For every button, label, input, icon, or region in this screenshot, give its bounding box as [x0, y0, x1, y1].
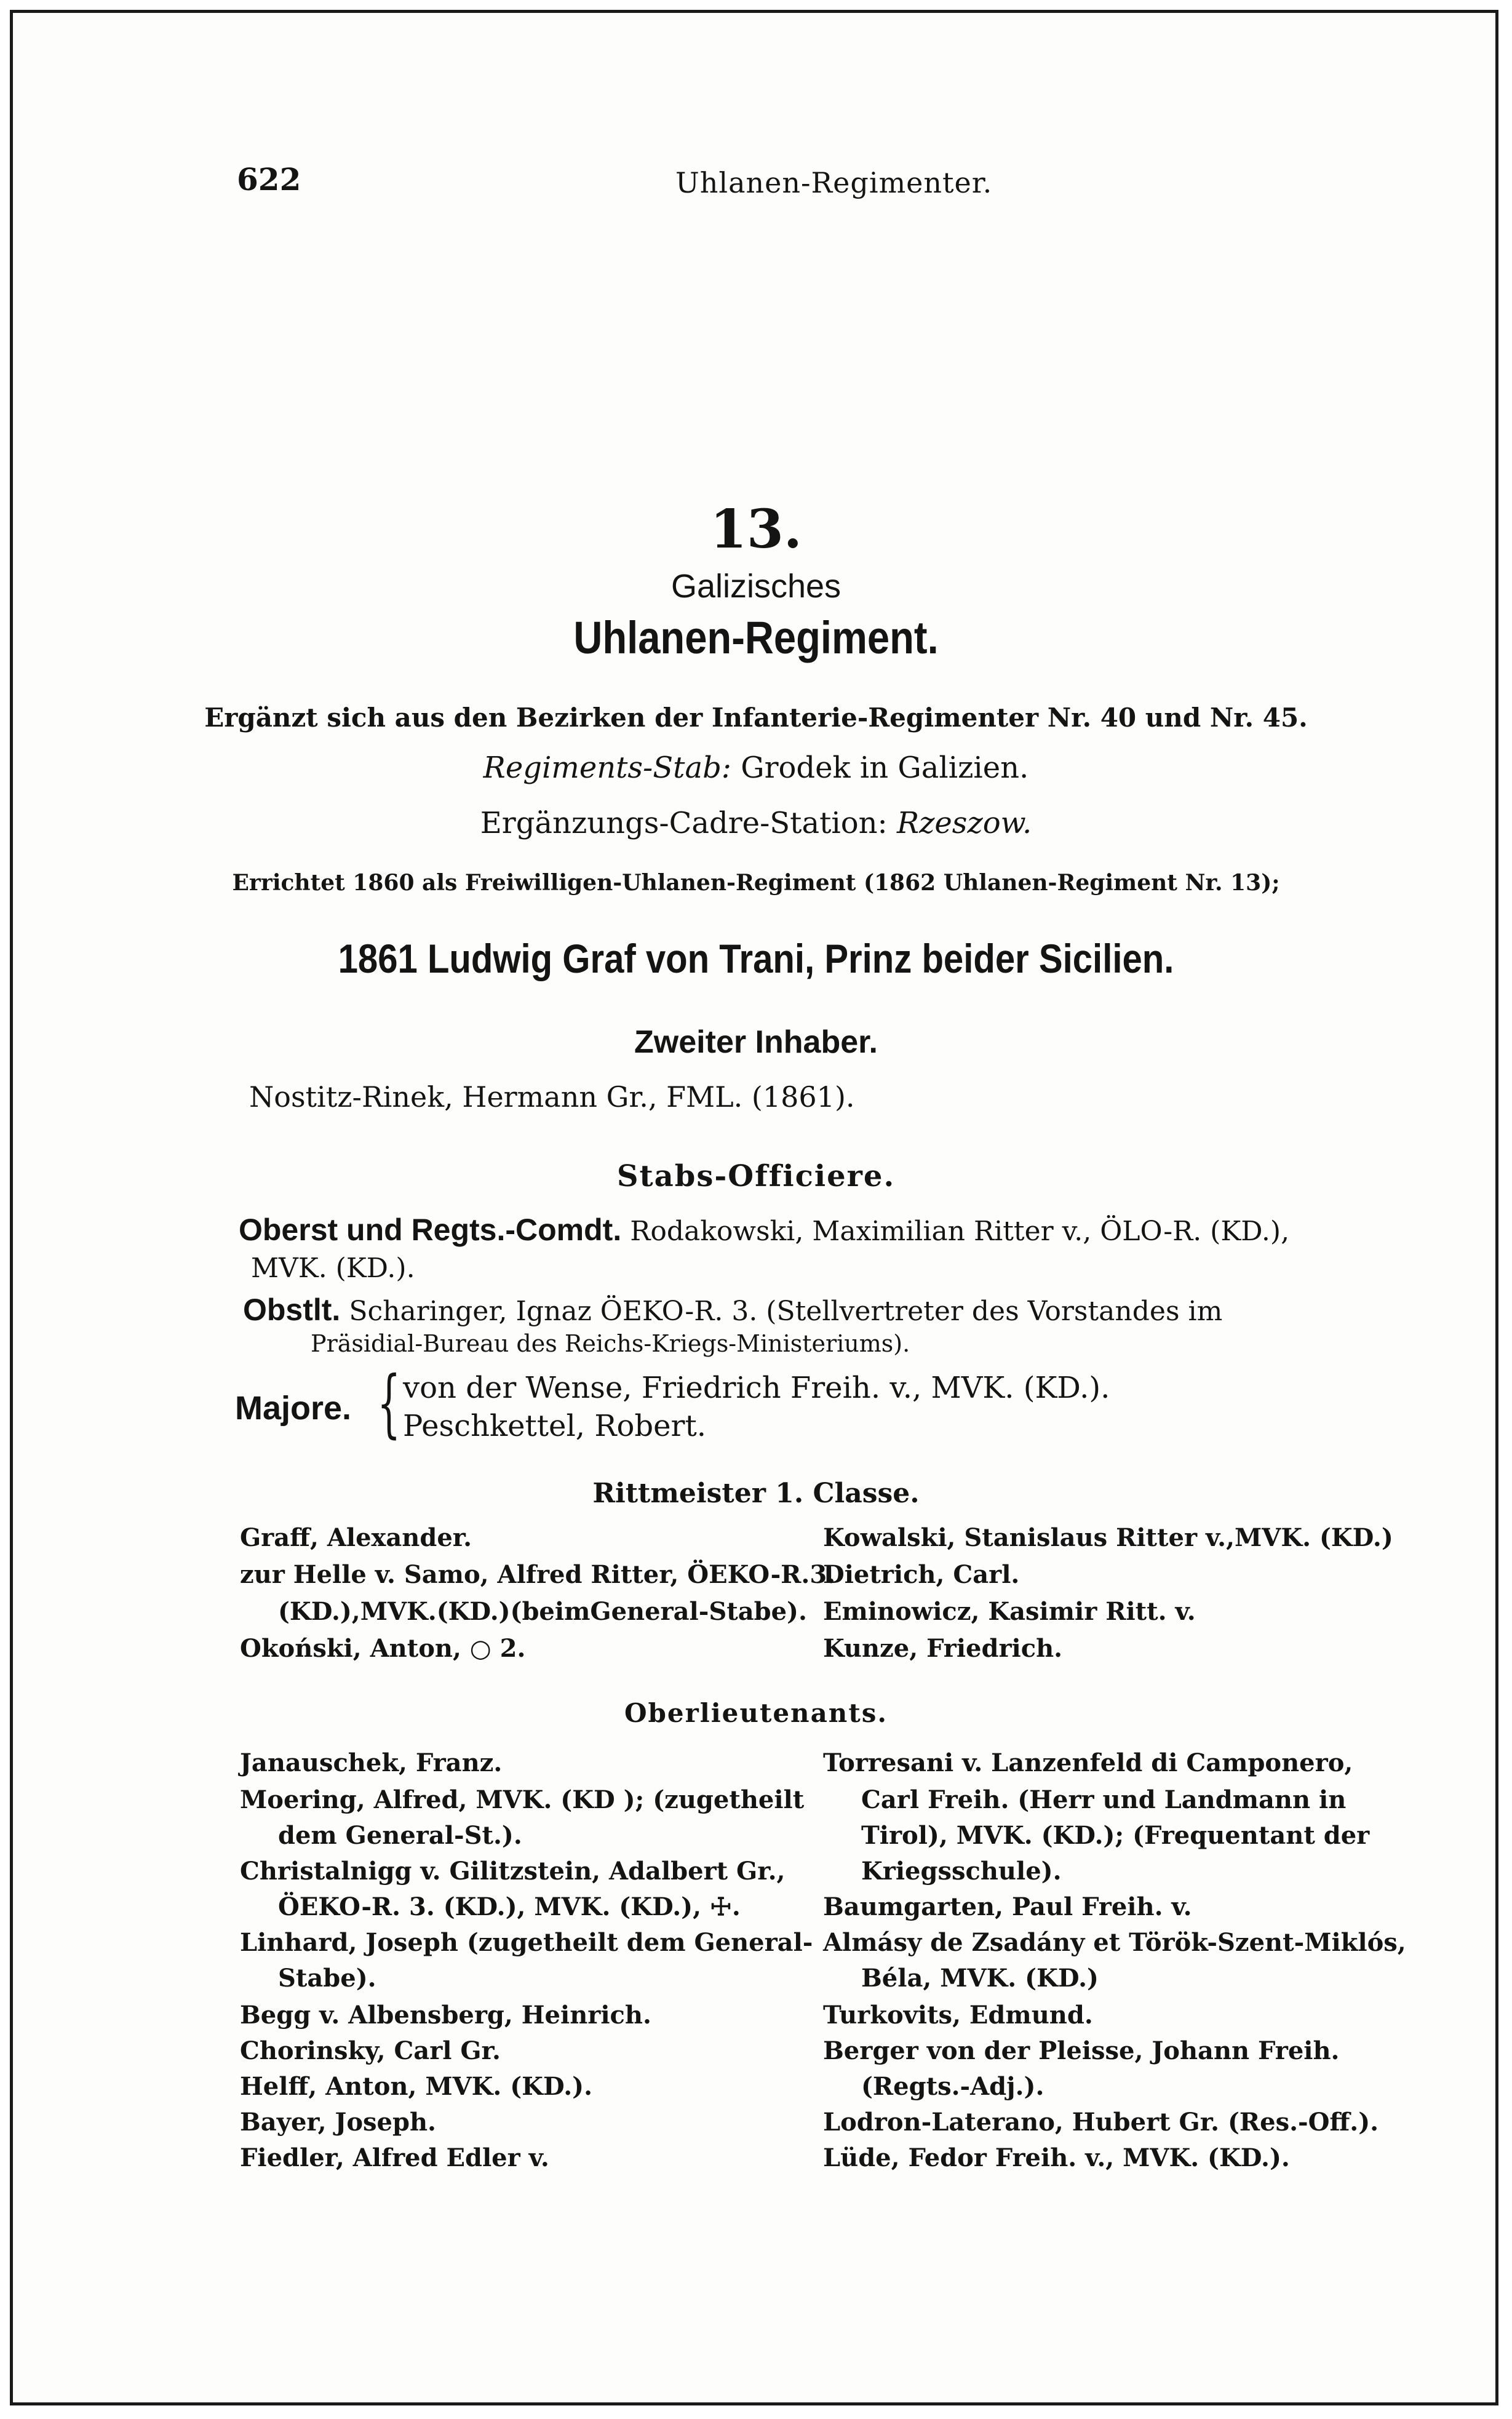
oberleutenant-left-item: Linhard, Joseph (zugetheilt dem General-	[240, 1928, 813, 1957]
cadre-label: Ergänzungs-Cadre-Station:	[480, 806, 888, 840]
oberleutenant-right-item: Tirol), MVK. (KD.); (Frequentant der	[861, 1821, 1370, 1850]
oberleutenant-left-item: Helff, Anton, MVK. (KD.).	[240, 2072, 592, 2101]
oberleutenants-heading: Oberlieutenants.	[624, 1698, 888, 1728]
oberleutenant-left-item: Bayer, Joseph.	[240, 2108, 436, 2137]
running-head: Uhlanen-Regimenter.	[675, 166, 993, 199]
founded-line: Errichtet 1860 als Freiwilligen-Uhlanen-Regiment (1862 Uhlanen-Regiment Nr. 13);	[232, 870, 1280, 896]
regiment-number: 13.	[710, 498, 802, 560]
oberleutenant-left-item: Fiedler, Alfred Edler v.	[240, 2143, 549, 2172]
oberst-rank: Oberst und Regts.-Comdt.	[239, 1213, 622, 1247]
cadre-line	[0, 806, 1512, 840]
oberleutenant-left-item: Janauschek, Franz.	[240, 1748, 503, 1777]
oberst-entry	[239, 1212, 1289, 1248]
oberleutenant-left-item: Moering, Alfred, MVK. (KD ); (zugetheilt	[240, 1785, 805, 1814]
regiment-region: Galizisches	[670, 568, 842, 605]
oberst-text: Rodakowski, Maximilian Ritter v., ÖLO-R. (KD.),	[630, 1216, 1290, 1247]
obstlt-text: Scharinger, Ignaz ÖEKO-R. 3. (Stellvertreter des Vorstandes im	[349, 1296, 1223, 1327]
oberleutenant-right-item: Baumgarten, Paul Freih. v.	[823, 1892, 1192, 1921]
majore-brace: {	[377, 1361, 401, 1446]
cadre-value: Rzeszow.	[896, 806, 1032, 840]
page-number: 622	[237, 161, 301, 197]
oberleutenant-right-item: Kriegsschule).	[861, 1857, 1062, 1886]
rittmeister-right-item: Kunze, Friedrich.	[823, 1634, 1063, 1663]
oberleutenant-right-item: Béla, MVK. (KD.)	[861, 1964, 1099, 1993]
first-owner: 1861 Ludwig Graf von Trani, Prinz beider Sicilien.	[338, 936, 1174, 981]
rittmeister-right-item: Eminowicz, Kasimir Ritt. v.	[823, 1597, 1196, 1626]
obstlt-entry	[243, 1292, 1222, 1328]
oberleutenant-left-item: Chorinsky, Carl Gr.	[240, 2036, 501, 2065]
oberleutenant-left-item: dem General-St.).	[278, 1821, 522, 1850]
oberleutenant-right-item: Lodron-Laterano, Hubert Gr. (Res.-Off.).	[823, 2108, 1379, 2137]
second-owner-heading: Zweiter Inhaber.	[634, 1024, 878, 1060]
major-entry: Peschkettel, Robert.	[403, 1409, 706, 1443]
rittmeister-left-item: (KD.),MVK.(KD.)(beimGeneral-Stabe).	[278, 1597, 807, 1626]
oberleutenant-right-item: Berger von der Pleisse, Johann Freih.	[823, 2036, 1340, 2065]
oberleutenant-left-item: Stabe).	[278, 1964, 376, 1993]
oberleutenant-left-item: ÖEKO-R. 3. (KD.), MVK. (KD.), ☩.	[278, 1892, 741, 1921]
majore-label: Majore.	[235, 1390, 352, 1427]
rittmeister-right-item: Dietrich, Carl.	[823, 1560, 1020, 1589]
rittmeister-left-item: Okoński, Anton, ○ 2.	[240, 1634, 526, 1663]
oberleutenant-right-item: Torresani v. Lanzenfeld di Camponero,	[823, 1748, 1353, 1777]
regiment-title: Uhlanen-Regiment.	[573, 612, 939, 663]
oberleutenant-right-item: Lüde, Fedor Freih. v., MVK. (KD.).	[823, 2143, 1290, 2172]
rittmeister-heading: Rittmeister 1. Classe.	[592, 1478, 920, 1509]
oberleutenant-right-item: Carl Freih. (Herr und Landmann in	[861, 1785, 1347, 1814]
staff-line	[0, 751, 1512, 785]
rittmeister-left-item: zur Helle v. Samo, Alfred Ritter, ÖEKO-R.3.	[240, 1560, 836, 1589]
staff-value: Grodek in Galizien.	[741, 751, 1029, 785]
oberst-entry-continued: MVK. (KD.).	[251, 1253, 415, 1284]
rittmeister-right-item: Kowalski, Stanislaus Ritter v.,MVK. (KD.)	[823, 1523, 1393, 1552]
staff-officers-heading: Stabs-Officiere.	[616, 1159, 896, 1194]
obstlt-rank: Obstlt.	[243, 1293, 341, 1327]
supplement-line: Ergänzt sich aus den Bezirken der Infanterie-Regimenter Nr. 40 und Nr. 45.	[204, 703, 1308, 733]
oberleutenant-right-item: Turkovits, Edmund.	[823, 2001, 1093, 2030]
obstlt-entry-continued: Präsidial-Bureau des Reichs-Kriegs-Ministeriums).	[311, 1330, 910, 1357]
rittmeister-left-item: Graff, Alexander.	[240, 1523, 472, 1552]
oberleutenant-left-item: Begg v. Albensberg, Heinrich.	[240, 2001, 651, 2030]
oberleutenant-right-item: Almásy de Zsadány et Török-Szent-Miklós,	[823, 1928, 1406, 1957]
oberleutenant-left-item: Christalnigg v. Gilitzstein, Adalbert Gr.,	[240, 1857, 786, 1886]
oberleutenant-right-item: (Regts.-Adj.).	[861, 2072, 1044, 2101]
major-entry: von der Wense, Friedrich Freih. v., MVK. (KD.).	[403, 1371, 1110, 1405]
second-owner: Nostitz-Rinek, Hermann Gr., FML. (1861).	[249, 1080, 855, 1114]
staff-label: Regiments-Stab:	[483, 751, 731, 785]
